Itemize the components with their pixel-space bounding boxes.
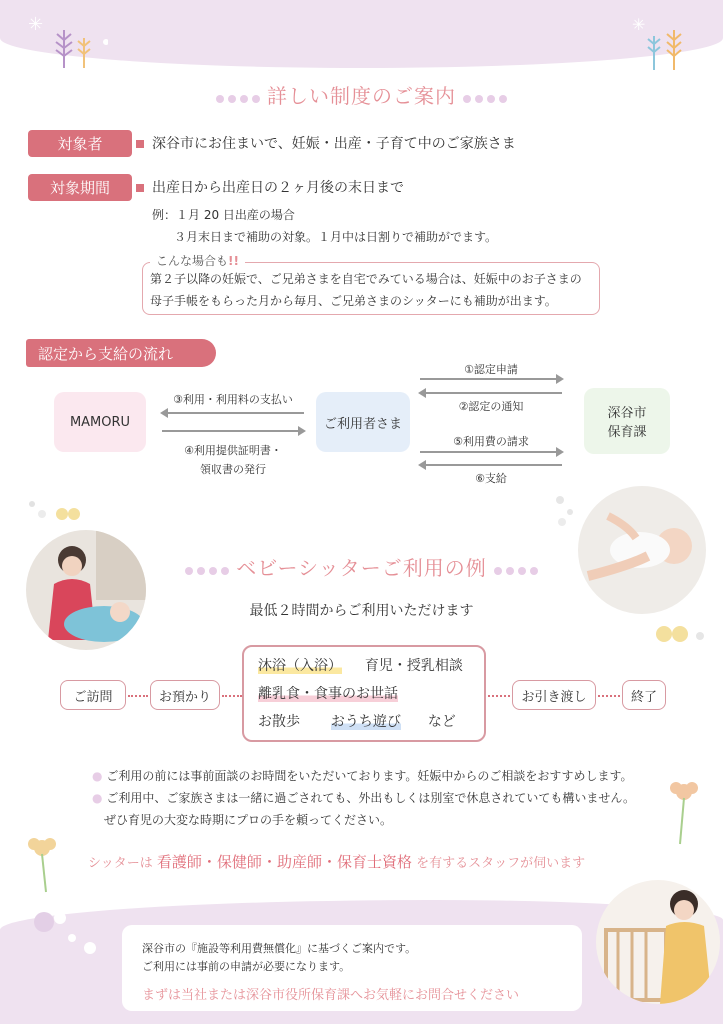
connector (488, 695, 510, 697)
usage-note-3: ぜひ育児の大変な時期にプロの手を頼ってください。 (104, 813, 393, 827)
city-dept: 保育課 (607, 425, 647, 440)
exclamation-icon: !! (228, 254, 239, 268)
footer-contact: まずは当社または深谷市役所保育課へお気軽にお問合せください (142, 988, 520, 1003)
bullet-icon (136, 140, 144, 148)
period-text (136, 177, 404, 197)
qualification-childcare: 保育士資格 (336, 853, 412, 871)
activity-bath: 沐浴（入浴） (258, 658, 342, 674)
dots-decoration-icon (652, 620, 712, 650)
note-tag: こんな場合も!! (150, 252, 245, 269)
activity-etc: など (427, 714, 456, 730)
target-text (136, 133, 516, 153)
activity-row-1 (258, 655, 463, 675)
note-line-1: 第２子以降の妊娠で、ご兄弟さまを自宅でみている場合は、妊娠中のお子さまの (150, 272, 582, 286)
dots-decoration-icon (26, 496, 86, 526)
footer-line-1: 深谷市の『施設等利用費無償化』に基づくご案内です。 (142, 942, 417, 955)
activity-food: 離乳食・食事のお世話 (258, 686, 398, 702)
qualification-nurse: 看護師 (156, 853, 202, 871)
period-label: 対象期間 (28, 174, 132, 201)
qualification-health-nurse: 保健師 (216, 853, 262, 871)
dots-decoration-icon (183, 560, 231, 579)
dots-decoration-icon (214, 88, 262, 107)
period-value: 出産日から出産日の２ヶ月後の末日まで (152, 180, 404, 196)
flower-icon (22, 830, 62, 896)
arrow-left-icon (162, 412, 304, 414)
step-6-label: ⑥支給 (475, 472, 507, 485)
plant-decoration-icon (628, 12, 718, 72)
bath-photo (26, 530, 146, 650)
plant-decoration-icon (28, 12, 108, 70)
arrow-right-icon (420, 378, 562, 380)
step-5-label: ⑤利用費の請求 (453, 435, 529, 448)
bullet-icon (136, 184, 144, 192)
arrow-left-icon (420, 392, 562, 394)
staff-qualifications: シッターは 看護師・保健師・助産師・保育士資格 を有するスタッフが伺います (88, 853, 586, 871)
activity-row-3 (258, 711, 456, 731)
flow-title: 認定から支給の流れ (26, 339, 216, 367)
dots-decoration-icon (492, 560, 540, 579)
node-city (584, 388, 670, 454)
node-user: ご利用者さま (316, 392, 410, 452)
target-value: 深谷市にお住まいで、妊娠・出産・子育て中のご家族さま (152, 136, 516, 152)
step-4-label-2: 領収書の発行 (200, 463, 266, 476)
footer-line-2: ご利用には事前の申請が必要になります。 (142, 960, 351, 973)
header-band (0, 0, 723, 68)
step-end: 終了 (622, 680, 666, 710)
activity-walk: お散歩 (258, 714, 300, 730)
period-example-2: ３月末日まで補助の対象。１月中は日割りで補助がでます。 (174, 230, 498, 244)
step-3-label: ③利用・利用料の支払い (173, 393, 293, 406)
connector (222, 695, 242, 697)
caregiver-photo (596, 880, 720, 1004)
flower-icon (668, 778, 708, 848)
qualification-midwife: 助産師 (276, 853, 322, 871)
arrow-left-icon (420, 464, 562, 466)
svg-text:✳: ✳ (28, 14, 44, 35)
dots-decoration-icon (461, 88, 509, 107)
node-mamoru: MAMORU (54, 392, 146, 452)
city-name: 深谷市 (607, 406, 647, 421)
example-subtitle: 最低２時間からご利用いただけます (249, 603, 474, 619)
usage-note-1: ● ご利用の前には事前面談のお時間をいただいております。妊娠中からのご相談をおすすめします。 (92, 769, 633, 783)
step-takeover: お預かり (150, 680, 220, 710)
section-title-example (160, 552, 563, 581)
step-2-label: ②認定の通知 (458, 400, 524, 413)
dots-decoration-icon (24, 908, 104, 968)
period-example-1: 例：１月 20 日出産の場合 (152, 208, 295, 222)
usage-note-2: ● ご利用中、ご家族さまは一緒に過ごされても、外出もしくは別室で休息されていても構いません。 (92, 791, 636, 805)
section-title-guide (190, 80, 533, 109)
dots-decoration-icon (552, 492, 582, 532)
example-title: ベビーシッターご利用の例 (236, 556, 487, 580)
activity-care: 育児・授乳相談 (364, 658, 463, 674)
activity-row-2 (258, 683, 398, 703)
note-line-2: 母子手帳をもらった月から毎月、ご兄弟さまのシッターにも補助が出ます。 (150, 294, 557, 308)
arrow-right-icon (420, 451, 562, 453)
connector (128, 695, 148, 697)
arrow-right-icon (162, 430, 304, 432)
baby-photo (578, 486, 706, 614)
step-handover: お引き渡し (512, 680, 596, 710)
activity-play: おうち遊び (330, 714, 401, 730)
svg-text:✳: ✳ (632, 15, 646, 34)
step-1-label: ①認定申請 (464, 363, 518, 376)
step-4-label-1: ④利用提供証明書・ (184, 444, 282, 457)
connector (598, 695, 620, 697)
step-visit: ご訪問 (60, 680, 126, 710)
page-title: 詳しい制度のご案内 (267, 84, 456, 108)
target-label: 対象者 (28, 130, 132, 157)
